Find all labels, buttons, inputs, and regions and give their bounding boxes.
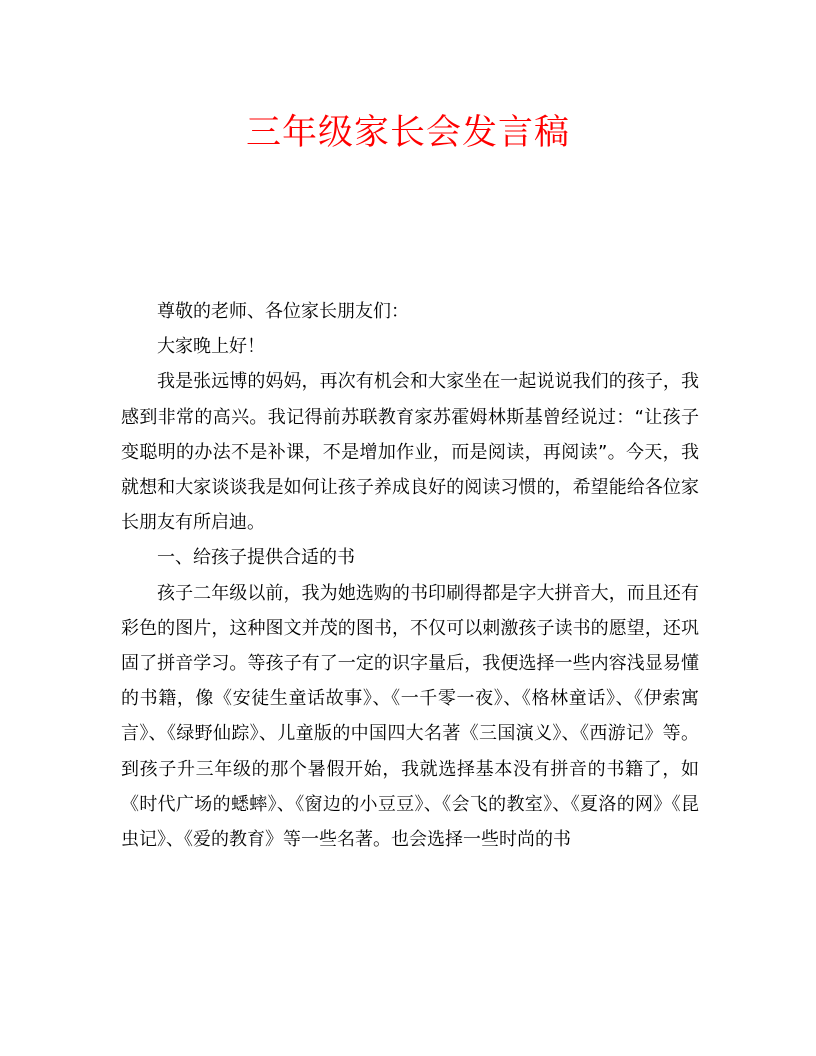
salutation-paragraph: 大家晚上好！ [157,336,265,358]
document-title: 三年级家长会发言稿 [245,113,570,153]
intro-paragraph: 我是张远博的妈妈，再次有机会和大家坐在一起说说我们的孩子，我感到非常的高兴。我记得前苏联教育家苏霍姆林斯基曾经说过：“让孩子变聪明的办法不是补课，不是增加作业，而是阅读，再阅读”。今天，我就想和大家谈谈我是如何让孩子养成良好的阅读习惯的，希望能给各位家长朋友有所启迪。 [121,371,699,534]
document-body [121,294,699,857]
greeting-paragraph: 尊敬的老师、各位家长朋友们： [157,301,409,322]
section-1-paragraph: 孩子二年级以前，我为她选购的书印刷得都是字大拼音大，而且还有彩色的图片，这种图文并茂的图书，不仅可以刺激孩子读书的愿望，还巩固了拼音学习。等孩子有了一定的识字量后，我便选择一些内容浅显易懂的书籍，像《安徒生童话故事》、《一千零一夜》、《格林童话》、《伊索寓言》、《绿野仙踪》、儿童版的中国四大名著《三国演义》、《西游记》等。到孩子升三年级的那个暑假开始，我就选择基本没有拼音的书籍了，如《时代广场的蟋蟀》、《窗边的小豆豆》、《会飞的教室》、《夏洛的网》《昆虫记》、《爱的教育》等一些名著。也会选择一些时尚的书 [121,582,699,851]
section-heading-1: 一、给孩子提供合适的书 [157,547,355,569]
